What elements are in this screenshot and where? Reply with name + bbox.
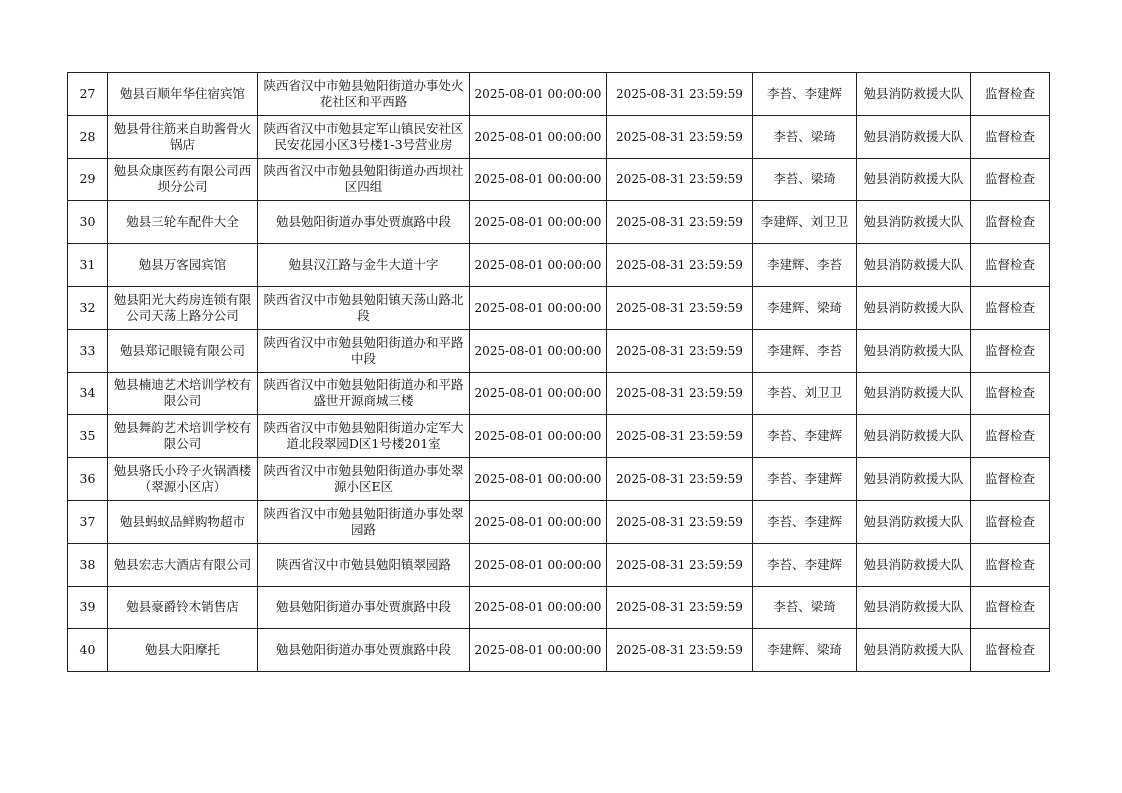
row-number-cell: 40: [68, 629, 108, 672]
table-body: [68, 73, 1050, 672]
end-time-cell: 2025-08-31 23:59:59: [607, 329, 753, 372]
inspection-type-cell: 监督检查: [971, 586, 1050, 629]
table-row: [68, 586, 1050, 629]
start-time-cell: 2025-08-01 00:00:00: [470, 629, 607, 672]
table-row: [68, 329, 1050, 372]
business-name-cell: 勉县百顺年华住宿宾馆: [108, 73, 258, 116]
row-number-cell: 31: [68, 244, 108, 287]
table-row: [68, 73, 1050, 116]
inspectors-cell: 李苔、李建辉: [753, 458, 857, 501]
inspection-type-cell: 监督检查: [971, 201, 1050, 244]
inspectors-cell: 李苔、梁琦: [753, 158, 857, 201]
business-name-cell: 勉县阳光大药房连锁有限公司天荡上路分公司: [108, 286, 258, 329]
start-time-cell: 2025-08-01 00:00:00: [470, 158, 607, 201]
inspection-unit-cell: 勉县消防救援大队: [857, 415, 971, 458]
inspectors-cell: 李建辉、梁琦: [753, 629, 857, 672]
inspection-type-cell: 监督检查: [971, 158, 1050, 201]
inspectors-cell: 李苔、梁琦: [753, 586, 857, 629]
business-name-cell: 勉县众康医药有限公司西坝分公司: [108, 158, 258, 201]
end-time-cell: 2025-08-31 23:59:59: [607, 586, 753, 629]
table-row: [68, 500, 1050, 543]
inspectors-cell: 李建辉、李苔: [753, 329, 857, 372]
start-time-cell: 2025-08-01 00:00:00: [470, 415, 607, 458]
table-row: [68, 158, 1050, 201]
inspectors-cell: 李建辉、刘卫卫: [753, 201, 857, 244]
inspection-type-cell: 监督检查: [971, 372, 1050, 415]
business-address-cell: 陕西省汉中市勉县定军山镇民安社区民安花园小区3号楼1-3号营业房: [258, 115, 470, 158]
row-number-cell: 35: [68, 415, 108, 458]
table-row: [68, 415, 1050, 458]
inspection-unit-cell: 勉县消防救援大队: [857, 286, 971, 329]
row-number-cell: 32: [68, 286, 108, 329]
table-row: [68, 543, 1050, 586]
end-time-cell: 2025-08-31 23:59:59: [607, 543, 753, 586]
row-number-cell: 34: [68, 372, 108, 415]
business-name-cell: 勉县郑记眼镜有限公司: [108, 329, 258, 372]
end-time-cell: 2025-08-31 23:59:59: [607, 244, 753, 287]
business-name-cell: 勉县万客园宾馆: [108, 244, 258, 287]
start-time-cell: 2025-08-01 00:00:00: [470, 543, 607, 586]
business-name-cell: 勉县三轮车配件大全: [108, 201, 258, 244]
inspection-unit-cell: 勉县消防救援大队: [857, 73, 971, 116]
inspection-unit-cell: 勉县消防救援大队: [857, 500, 971, 543]
row-number-cell: 30: [68, 201, 108, 244]
business-address-cell: 陕西省汉中市勉县勉阳街道办和平路盛世开源商城三楼: [258, 372, 470, 415]
row-number-cell: 36: [68, 458, 108, 501]
inspection-table: [67, 72, 1050, 672]
end-time-cell: 2025-08-31 23:59:59: [607, 629, 753, 672]
end-time-cell: 2025-08-31 23:59:59: [607, 415, 753, 458]
inspectors-cell: 李苔、李建辉: [753, 543, 857, 586]
business-name-cell: 勉县楠迪艺术培训学校有限公司: [108, 372, 258, 415]
table-row: [68, 629, 1050, 672]
inspection-unit-cell: 勉县消防救援大队: [857, 586, 971, 629]
start-time-cell: 2025-08-01 00:00:00: [470, 372, 607, 415]
business-name-cell: 勉县大阳摩托: [108, 629, 258, 672]
inspection-type-cell: 监督检查: [971, 415, 1050, 458]
table-row: [68, 286, 1050, 329]
business-address-cell: 陕西省汉中市勉县勉阳街道办西坝社区四组: [258, 158, 470, 201]
start-time-cell: 2025-08-01 00:00:00: [470, 586, 607, 629]
inspectors-cell: 李苔、李建辉: [753, 415, 857, 458]
start-time-cell: 2025-08-01 00:00:00: [470, 115, 607, 158]
row-number-cell: 38: [68, 543, 108, 586]
inspection-unit-cell: 勉县消防救援大队: [857, 244, 971, 287]
inspection-type-cell: 监督检查: [971, 115, 1050, 158]
row-number-cell: 33: [68, 329, 108, 372]
business-address-cell: 陕西省汉中市勉县勉阳街道办事处火花社区和平西路: [258, 73, 470, 116]
inspection-unit-cell: 勉县消防救援大队: [857, 543, 971, 586]
inspection-type-cell: 监督检查: [971, 543, 1050, 586]
business-address-cell: 陕西省汉中市勉县勉阳街道办事处翠园路: [258, 500, 470, 543]
inspection-type-cell: 监督检查: [971, 244, 1050, 287]
business-name-cell: 勉县宏志大酒店有限公司: [108, 543, 258, 586]
inspection-unit-cell: 勉县消防救援大队: [857, 115, 971, 158]
start-time-cell: 2025-08-01 00:00:00: [470, 244, 607, 287]
business-name-cell: 勉县骨往筋来自助酱骨火锅店: [108, 115, 258, 158]
end-time-cell: 2025-08-31 23:59:59: [607, 286, 753, 329]
inspection-type-cell: 监督检查: [971, 500, 1050, 543]
business-name-cell: 勉县蚂蚁品鲜购物超市: [108, 500, 258, 543]
inspection-unit-cell: 勉县消防救援大队: [857, 158, 971, 201]
end-time-cell: 2025-08-31 23:59:59: [607, 500, 753, 543]
start-time-cell: 2025-08-01 00:00:00: [470, 286, 607, 329]
inspection-type-cell: 监督检查: [971, 73, 1050, 116]
end-time-cell: 2025-08-31 23:59:59: [607, 458, 753, 501]
inspection-unit-cell: 勉县消防救援大队: [857, 458, 971, 501]
inspectors-cell: 李建辉、李苔: [753, 244, 857, 287]
inspection-type-cell: 监督检查: [971, 458, 1050, 501]
row-number-cell: 39: [68, 586, 108, 629]
business-address-cell: 陕西省汉中市勉县勉阳街道办和平路中段: [258, 329, 470, 372]
business-address-cell: 勉县汉江路与金牛大道十字: [258, 244, 470, 287]
inspection-type-cell: 监督检查: [971, 329, 1050, 372]
business-name-cell: 勉县豪爵铃木销售店: [108, 586, 258, 629]
inspectors-cell: 李建辉、梁琦: [753, 286, 857, 329]
start-time-cell: 2025-08-01 00:00:00: [470, 201, 607, 244]
table-row: [68, 244, 1050, 287]
inspection-type-cell: 监督检查: [971, 629, 1050, 672]
inspection-type-cell: 监督检查: [971, 286, 1050, 329]
end-time-cell: 2025-08-31 23:59:59: [607, 115, 753, 158]
start-time-cell: 2025-08-01 00:00:00: [470, 73, 607, 116]
inspection-unit-cell: 勉县消防救援大队: [857, 329, 971, 372]
end-time-cell: 2025-08-31 23:59:59: [607, 201, 753, 244]
inspection-unit-cell: 勉县消防救援大队: [857, 372, 971, 415]
inspection-unit-cell: 勉县消防救援大队: [857, 629, 971, 672]
business-name-cell: 勉县骆氏小玲子火锅酒楼（翠源小区店）: [108, 458, 258, 501]
row-number-cell: 29: [68, 158, 108, 201]
inspectors-cell: 李苔、刘卫卫: [753, 372, 857, 415]
inspectors-cell: 李苔、李建辉: [753, 500, 857, 543]
inspectors-cell: 李苔、梁琦: [753, 115, 857, 158]
table-row: [68, 115, 1050, 158]
table-row: [68, 458, 1050, 501]
business-address-cell: 陕西省汉中市勉县勉阳镇天荡山路北段: [258, 286, 470, 329]
start-time-cell: 2025-08-01 00:00:00: [470, 329, 607, 372]
table-row: [68, 201, 1050, 244]
business-address-cell: 勉县勉阳街道办事处贾旗路中段: [258, 586, 470, 629]
business-address-cell: 勉县勉阳街道办事处贾旗路中段: [258, 629, 470, 672]
business-address-cell: 勉县勉阳街道办事处贾旗路中段: [258, 201, 470, 244]
row-number-cell: 28: [68, 115, 108, 158]
table-row: [68, 372, 1050, 415]
start-time-cell: 2025-08-01 00:00:00: [470, 500, 607, 543]
business-name-cell: 勉县舞韵艺术培训学校有限公司: [108, 415, 258, 458]
end-time-cell: 2025-08-31 23:59:59: [607, 158, 753, 201]
inspectors-cell: 李苔、李建辉: [753, 73, 857, 116]
business-address-cell: 陕西省汉中市勉县勉阳街道办事处翠源小区E区: [258, 458, 470, 501]
business-address-cell: 陕西省汉中市勉县勉阳街道办定军大道北段翠园D区1号楼201室: [258, 415, 470, 458]
end-time-cell: 2025-08-31 23:59:59: [607, 372, 753, 415]
business-address-cell: 陕西省汉中市勉县勉阳镇翠园路: [258, 543, 470, 586]
row-number-cell: 37: [68, 500, 108, 543]
end-time-cell: 2025-08-31 23:59:59: [607, 73, 753, 116]
row-number-cell: 27: [68, 73, 108, 116]
inspection-unit-cell: 勉县消防救援大队: [857, 201, 971, 244]
start-time-cell: 2025-08-01 00:00:00: [470, 458, 607, 501]
